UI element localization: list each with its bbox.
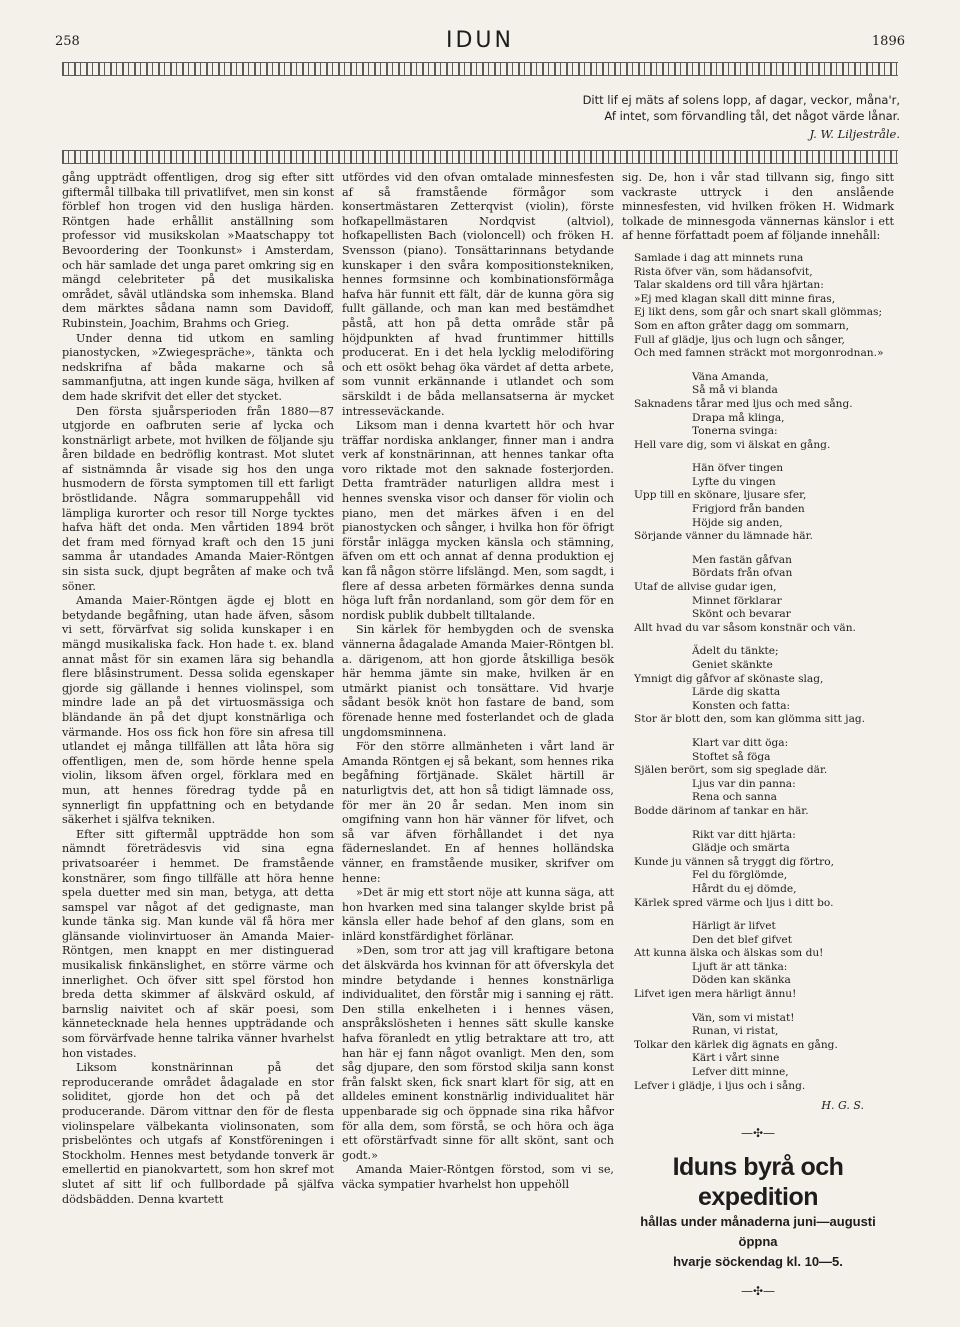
paragraph: »Den, som tror att jag vill kraftigare betona det älskvärda hos kvinnan för att öfverskyla det mindre betydande i hennes konstnärliga individualitet, den förstår mig i sanning ej rätt. Den stilla enkelheten i i hennes väsen, anspråkslösheten i hennes sätt skulle kanske hafva föranledt en ytlig betraktare att tro, att han här ej fann något ovanligt. Men den, som såg djupare, den som förstod skilja sann konst från falskt sken, fick snart klart för sig, att en alldeles eminent konstnärlig individualitet här uppenbarade sig och öppnade sina rika håfvor för alla dem, som förstå, se och höra och äga ett oförstärfvadt sinne för allt skönt, sant och godt.» <box>342 944 614 1162</box>
verse-line: Döden kan skänka <box>692 974 791 987</box>
paragraph: utfördes vid den ofvan omtalade minnesfesten af så framstående förmågor som konsertmästaren Zetterqvist (violin), förste hofkapellmästaren Nordqvist (altviol), hofkapellisten Bach (violoncell) och fröken H. Svensson (piano). Tonsättarinnans betydande kunskaper i den svåra kompositionstekniken, hennes formsinne och kombinationsförmåga hafva här funnit ett fält, där de kunna göra sig fullt gällande, och man kan med bestämdhet påstå, att hon på detta område står på höjdpunkten af hvad fruntimmer hittills producerat. En i det hela lycklig melodiföring och ett osökt behag öka värdet af detta arbete, som vunnit erkännande i utlandet och som särskildt i de båda mellansatserna är mycket intresseväckande. <box>342 171 614 418</box>
verse-line: Ädelt du tänkte; <box>692 645 779 658</box>
verse-line: Höjde sig anden, <box>692 516 783 529</box>
verse-line: Utaf de allvise gudar igen, <box>634 581 777 594</box>
poem-stanza <box>622 462 894 544</box>
advertisement-line: hållas under månaderna juni—augusti öppna <box>640 1214 876 1250</box>
verse-line: Rena och sanna <box>692 791 777 804</box>
paragraph: Den första sjuårsperioden från 1880—87 utgjorde en oafbruten serie af lycka och konstnärligt arbete, mot hvilken de följande sju åren bildade en bedröflig kontrast. Mot slutet af sistnämnda år visade sig hos den unga husmodern de första symptomen till ett farligt bröstlidande. Några sommaruppehåll vid lämpliga kurorter och resor till Norge tycktes hafva häft det onda. Men vårtiden 1894 bröt det fram med förnyad kraft och den 15 juni samma år utandades Amanda Maier-Röntgen sin sista suck, djupt begråten af make och två söner. <box>62 404 334 593</box>
epigraph-line-1: Ditt lif ej mäts af solens lopp, af dagar, veckor, måna'r, <box>582 93 900 107</box>
verse-line: Tolkar den kärlek dig ägnats en gång. <box>634 1038 838 1051</box>
text-column-3 <box>622 171 894 1311</box>
masthead-title: IDUN <box>446 28 514 53</box>
verse-line: Hårdt du ej dömde, <box>692 882 797 895</box>
poem-stanza <box>622 737 894 819</box>
paragraph: Sin kärlek för hembygden och de svenska vännerna ådagalade Amanda Maier-Röntgen bl. a. därigenom, att hon gjorde åtskilliga besök här hemma jämte sin make, hvilken är en utmärkt pianist och tonsättare. Vid hvarje sådant besök knöt hon fastare de band, som förenade henne med fosterlandet och de glada ungdomsminnena. <box>342 623 614 739</box>
verse-line: Samlade i dag att minnets runa <box>634 251 804 264</box>
paragraph: Amanda Maier-Röntgen förstod, som vi se, väcka sympatier hvarhelst hon uppehöll <box>342 1163 614 1191</box>
quoted-verse <box>622 252 894 361</box>
verse-line: Drapa må klinga, <box>692 411 785 424</box>
section-divider-icon: —✣— <box>740 1125 776 1140</box>
verse-line: Ej likt dens, som går och snart skall glömmas; <box>634 306 883 319</box>
verse-line: Saknadens tårar med ljus och med sång. <box>634 397 853 410</box>
section-divider-icon: —✣— <box>740 1284 776 1299</box>
verse-line: Kunde ju vännen så tryggt dig förtro, <box>634 855 834 868</box>
verse-line: Den det blef gifvet <box>692 933 792 946</box>
verse-line: Skönt och bevarar <box>692 608 791 621</box>
verse-line: Själen berört, som sig speglade där. <box>634 764 828 777</box>
verse-line: Sörjande vänner du lämnade här. <box>634 530 813 543</box>
poem-stanza <box>622 554 894 636</box>
verse-line: Stor är blott den, som kan glömma sitt jag. <box>634 713 866 726</box>
verse-line: Lifvet igen mera härligt ännu! <box>634 988 797 1001</box>
verse-line: Att kunna älska och älskas som du! <box>634 947 824 960</box>
verse-line: Konsten och fatta: <box>692 699 791 712</box>
poem-stanza <box>622 645 894 727</box>
verse-line: Och med famnen sträckt mot morgonrodnan.» <box>634 347 884 360</box>
advertisement-title: Iduns byrå och expedition <box>672 1153 844 1212</box>
poem <box>622 371 894 1094</box>
verse-line: Runan, vi ristat, <box>692 1025 779 1038</box>
verse-line: Upp till en skönare, ljusare sfer, <box>634 489 807 502</box>
page-header <box>55 28 905 58</box>
text-column-1 <box>62 171 334 1207</box>
verse-line: Frigjord från banden <box>692 503 805 516</box>
verse-line: Hän öfver tingen <box>692 462 784 475</box>
verse-line: Bodde därinom af tankar en här. <box>634 804 809 817</box>
paragraph: Under denna tid utkom en samling pianostycken, »Zwiegespräche», tänkta och nedskrifna af båda makarne och så sammanfjutna, att ingen kunde säga, hvilken af dem hade skrifvit det eller det stycket. <box>62 331 334 403</box>
ornament-border-top <box>62 62 898 76</box>
verse-line: Ljus var din panna: <box>692 777 796 790</box>
verse-line: Lefver i glädje, i ljus och i sång. <box>634 1079 806 1092</box>
epigraph <box>150 92 900 142</box>
verse-line: Fel du förglömde, <box>692 869 788 882</box>
page-number-right: 1896 <box>871 34 905 49</box>
poem-stanza <box>622 920 894 1002</box>
paragraph: »Det är mig ett stort nöje att kunna säga, att hon hvarken med sina talanger skylde brist på känsla eller hade behof af den glans, som en inlärd konstfärdighet förlänar. <box>342 886 614 943</box>
advertisement-line: hvarje söckendag kl. 10—5. <box>673 1254 843 1270</box>
paragraph: För den större allmänheten i vårt land är Amanda Röntgen ej så bekant, som hennes rika begåfning förtjänade. Skälet härtill är naturligtvis det, att hon så tidigt lämnade oss, för mer än 20 år sedan. Men inom sin omgifning vann hon här vänner för lifvet, och så var äfven förhållandet i det nya fäderneslandet. En af hennes holländska vänner, en framstående musiker, skrifver om henne: <box>342 740 614 885</box>
verse-line: Kärlek spred värme och ljus i ditt bo. <box>634 896 834 909</box>
poem-stanza <box>622 829 894 911</box>
paragraph: Liksom konstnärinnan på det reproducerande området ådagalade en stor soliditet, gjorde hon det och på det producerande. Därom vittnar den för de flesta violinspelare välbekanta violinsonaten, som prisbelöntes och utgafs af Konstföreningen i Stockholm. Hennes mest betydande tonverk är emellertid en pianokvartett, som hon skref mot slutet af sitt lif och fullbordade på själfva dödsbädden. Denna kvartett <box>62 1061 334 1206</box>
page-number-left: 258 <box>55 34 80 49</box>
verse-line: Tonerna svinga: <box>692 425 778 438</box>
verse-line: Härligt är lifvet <box>692 920 776 933</box>
ornament-border-bottom <box>62 150 898 164</box>
verse-line: Som en afton gråter dagg om sommarn, <box>634 319 849 332</box>
poem-stanza <box>622 371 894 453</box>
verse-line: Lefver ditt minne, <box>692 1066 789 1079</box>
verse-line: Geniet skänkte <box>692 659 773 671</box>
verse-line: Så må vi blanda <box>692 384 778 397</box>
poem-signature: H. G. S. <box>821 1099 864 1113</box>
epigraph-author: J. W. Liljestråle. <box>809 127 900 141</box>
verse-line: Lärde dig skatta <box>692 686 781 699</box>
poem-stanza <box>622 1012 894 1094</box>
verse-line: Men fastän gåfvan <box>692 553 792 566</box>
epigraph-line-2: Af intet, som förvandling tål, det något värde lånar. <box>604 109 900 123</box>
verse-line: Talar skaldens ord till våra hjärtan: <box>634 279 824 292</box>
verse-line: Väna Amanda, <box>692 370 769 383</box>
verse-line: Kärt i vårt sinne <box>692 1052 780 1065</box>
text-column-2 <box>342 171 614 1193</box>
paragraph: Amanda Maier-Röntgen ägde ej blott en betydande begåfning, utan hade äfven, såsom vi sett, förvärfvat sig solida kunskaper i en mängd musikaliska fack. Hon hade t. ex. bland annat måst för sin examen lära sig behandla flere blåsinstrument. Dessa solida egenskaper gjorde sig gällande i hennes violinspel, som mindre lade an på det virtuosmässiga och bländande än på det djupt konstnärliga och värmande. Hos oss fick hon före sin afresa till utlandet ej många tillfällen att låta höra sig offentligen, men de, som hörde henne spela violin, liksom äfven orgel, förklara med en mun, att hennes föredrag tydde på en synnerligt fin uppfattning och en betydande säkerhet i själfva tekniken. <box>62 594 334 827</box>
verse-line: Glädje och smärta <box>692 842 790 855</box>
verse-line: Full af glädje, ljus och lugn och sånger, <box>634 333 845 346</box>
verse-line: Rikt var ditt hjärta: <box>692 828 796 841</box>
paragraph: Efter sitt giftermål uppträdde hon som nämndt företrädesvis vid sina egna privatsoaréer i hemmet. De framstående konstnärer, som fingo tillfälle att höra henne spela duetter med sin man, betyga, att detta samspel var något af det gedignaste, man kunde tänka sig. Man kunde väl få höra mer glänsande violinvirtuoser än Amanda Maier-Röntgen, men knappt en mer distinguerad musikalisk finkänslighet, en större värme och innerlighet. Och öfver sitt spel förstod hon breda detta skimmer af älskvärd oskuld, af barnslig naivitet och af skär poesi, som kännetecknade hela hennes uppträdande och som förvärfvade henne talrika vänner hvarhelst hon vistades. <box>62 827 334 1060</box>
paragraph: Liksom man i denna kvartett hör och hvar träffar nordiska anklanger, finner man i andra verk af konstnärinnan, att hennes tankar ofta voro riktade mot den saknade fosterjorden. Detta framträder naturligen alldra mest i hennes svenska visor och danser för violin och piano, men det märkes äfven i en del pianostycken och sånger, i hvilka hon för öfrigt förstår inlägga mycken känsla och stämning, äfven om ett och annat af denna produktion ej kan få någon större lifslängd. Men, som sagdt, i flere af dessa arbeten förmärkes denna sunda höga luft från nordanland, som gör dem för en nordisk publik dubbelt tilltalande. <box>342 419 614 622</box>
paragraph: sig. De, hon i vår stad tillvann sig, fingo sitt vackraste uttryck i den anslående minnesfesten, vid hvilken fröken H. Widmark tolkade de minnesgoda vännernas känslor i ett af henne författadt poem af följande innehåll: <box>622 171 894 243</box>
verse-line: Bördats från ofvan <box>692 567 793 580</box>
verse-line: Ljuft är att tänka: <box>692 960 788 973</box>
verse-line: Stoftet så föga <box>692 750 771 763</box>
verse-line: Lyfte du vingen <box>692 475 776 488</box>
verse-line: Allt hvad du var såsom konstnär och vän. <box>634 621 856 634</box>
verse-line: Klart var ditt öga: <box>692 736 789 749</box>
verse-line: Rista öfver vän, som hädansofvit, <box>634 265 813 278</box>
verse-line: Vän, som vi mistat! <box>692 1011 795 1024</box>
verse-line: Hell vare dig, som vi älskat en gång. <box>634 438 831 451</box>
verse-line: Minnet förklarar <box>692 594 782 607</box>
paragraph: gång uppträdt offentligen, drog sig efter sitt giftermål tillbaka till privatlifvet, men sin konst förblef hon trogen vid den husliga härden. Röntgen hade erhållit anställning som professor vid musikskolan »Maatschappy tot Bevoordering der Toonkunst» i Amsterdam, och här samlade det unga paret omkring sig en mängd celebriteter på det musikaliska området, såväl utländska som inhemska. Bland dem märktes sådana namn som Davidoff, Rubinstein, Joachim, Brahms och Grieg. <box>62 171 334 330</box>
verse-line: Ymnigt dig gåfvor af skönaste slag, <box>634 672 824 685</box>
verse-line: »Ej med klagan skall ditt minne firas, <box>634 292 836 305</box>
